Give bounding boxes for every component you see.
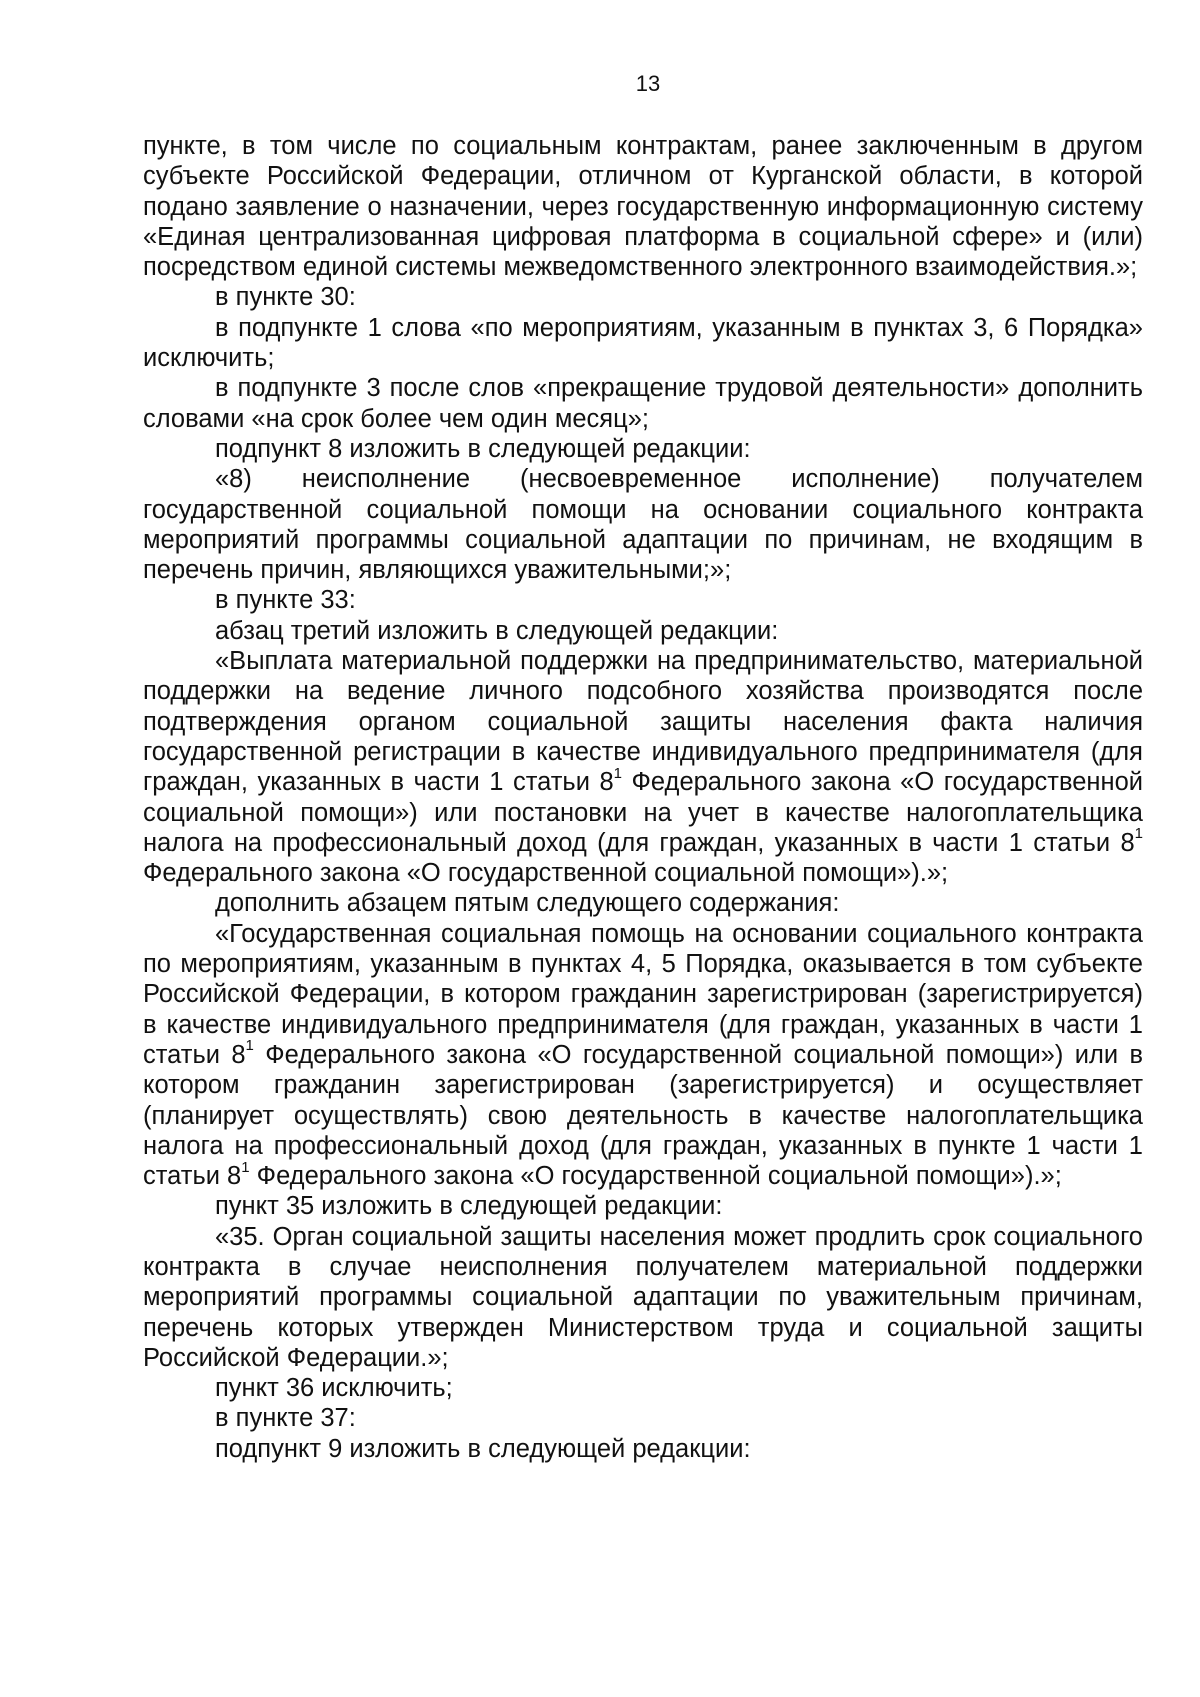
paragraph: в подпункте 1 слова «по мероприятиям, указанным в пунктах 3, 6 Порядка» исключить; [143,313,1143,373]
document-body [143,131,1143,1464]
paragraph: пункте, в том числе по социальным контрактам, ранее заключенным в другом субъекте Российской Федерации, отличном от Курганской области, в которой подано заявление о назначении, через государственную информационную систему «Единая централизованная цифровая платформа в социальной сфере» и (или) посредством единой системы межведомственного электронного взаимодействия.»; [143,132,1143,282]
paragraph: подпункт 8 изложить в следующей редакции: [215,434,751,463]
paragraph: в пункте 30: [215,283,356,312]
paragraph: «Выплата материальной поддержки на предпринимательство, материальной поддержки на ведение личного подсобного хозяйства производятся после подтверждения органом социальной защиты населения факта наличия государственной регистрации в качестве индивидуального предпринимателя (для граждан, указанных в части 1 статьи $8^1$ Федерального закона «О государственной социальной помощи») или постановки на учет в качестве налогоплательщика налога на профессиональный доход (для граждан, указанных в части 1 статьи $8^1$ Федерального закона «О государственной социальной помощи»).»; [143,647,1143,888]
paragraph: в пункте 33: [215,586,356,615]
paragraph: «8) неисполнение (несвоевременное исполнение) получателем государственной социальной помощи на основании социального контракта мероприятий программы социальной адаптации по причинам, не входящим в перечень причин, являющихся уважительными;»; [143,465,1143,585]
paragraph: подпункт 9 изложить в следующей редакции: [215,1434,751,1463]
paragraph: дополнить абзацем пятым следующего содержания: [215,889,840,918]
paragraph: «35. Орган социальной защиты населения может продлить срок социального контракта в случае неисполнения получателем материальной поддержки мероприятий программы социальной адаптации по уважительным причинам, перечень которых утвержден Министерством труда и социальной защиты Российской Федерации.»; [143,1222,1143,1372]
page-number: 13 [635,71,661,96]
paragraph: «Государственная социальная помощь на основании социального контракта по мероприятиям, указанным в пунктах 4, 5 Порядка, оказывается в том субъекте Российской Федерации, в котором гражданин зарегистрирован (зарегистрируется) в качестве индивидуального предпринимателя (для граждан, указанных в части 1 статьи $8^1$ Федерального закона «О государственной социальной помощи») или в котором гражданин зарегистрирован (зарегистрируется) и осуществляет (планирует осуществлять) свою деятельность в качестве налогоплательщика налога на профессиональный доход (для граждан, указанных в пункте 1 части 1 статьи $8^1$ Федерального закона «О государственной социальной помощи»).»; [143,919,1143,1191]
paragraph: абзац третий изложить в следующей редакции: [215,616,779,645]
superscript: 1 [613,764,623,782]
superscript: 1 [1134,825,1143,843]
superscript: 1 [241,1158,250,1176]
superscript: 1 [245,1037,254,1055]
paragraph: в подпункте 3 после слов «прекращение трудовой деятельности» дополнить словами «на срок более чем один месяц»; [143,374,1143,433]
paragraph: пункт 36 исключить; [215,1374,453,1403]
paragraph: пункт 35 изложить в следующей редакции: [215,1192,723,1221]
paragraph: в пункте 37: [215,1404,356,1433]
